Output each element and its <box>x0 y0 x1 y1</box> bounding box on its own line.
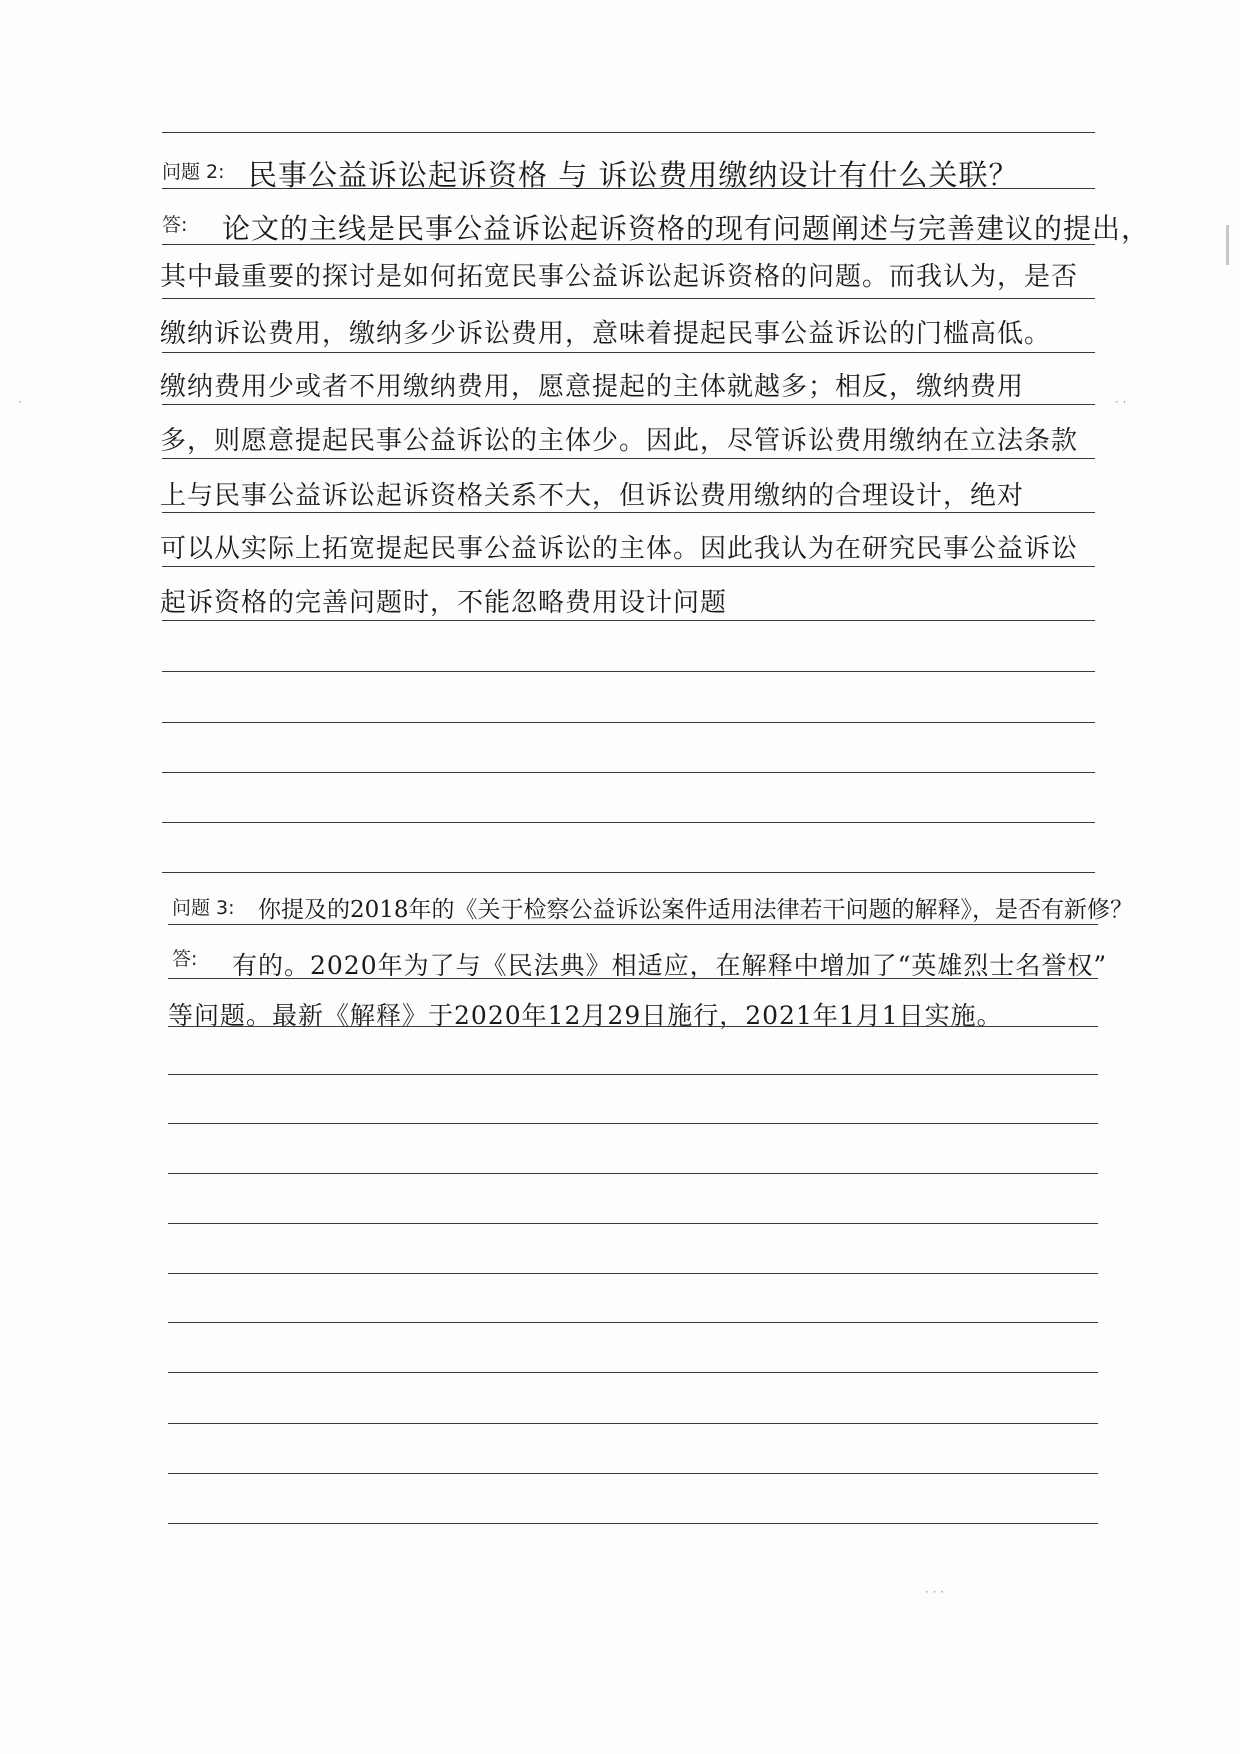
ruled-line <box>162 822 1095 823</box>
ruled-line <box>168 1173 1098 1174</box>
ruled-line <box>168 1372 1098 1373</box>
answer-2-label: 答: <box>162 214 188 236</box>
ruled-line <box>168 1123 1098 1124</box>
scan-speck: · · · <box>925 1585 945 1599</box>
scan-speck: · <box>18 395 22 409</box>
ruled-line <box>168 1273 1098 1274</box>
answer-3-label: 答: <box>172 948 198 970</box>
ruled-line <box>162 132 1095 133</box>
ruled-line <box>162 244 1095 245</box>
answer-2-line-8: 起诉资格的完善问题时，不能忽略费用设计问题 <box>160 588 728 618</box>
ruled-line <box>162 566 1095 567</box>
ruled-line <box>162 298 1095 299</box>
answer-2-line-5: 多，则愿意提起民事公益诉讼的主体少。因此，尽管诉讼费用缴纳在立法条款 <box>160 426 1079 456</box>
ruled-line <box>168 1223 1098 1224</box>
ruled-line <box>162 722 1095 723</box>
ruled-line <box>162 404 1095 405</box>
answer-2-line-2: 其中最重要的探讨是如何拓宽民事公益诉讼起诉资格的问题。而我认为，是否 <box>160 262 1079 292</box>
answer-2-line-4: 缴纳费用少或者不用缴纳费用，愿意提起的主体就越多；相反，缴纳费用 <box>160 372 1025 402</box>
question-2-text: 民事公益诉讼起诉资格 与 诉讼费用缴纳设计有什么关联？ <box>248 158 1019 192</box>
ruled-line <box>168 978 1098 979</box>
answer-3-line-2: 等问题。最新《解释》于2020年12月29日施行，2021年1月1日实施。 <box>168 1001 1003 1030</box>
answer-2-line-1: 论文的主线是民事公益诉讼起诉资格的现有问题阐述与完善建议的提出， <box>222 212 1151 245</box>
answer-2-line-3: 缴纳诉讼费用，缴纳多少诉讼费用，意味着提起民事公益诉讼的门槛高低。 <box>160 319 1052 349</box>
ruled-line <box>162 620 1095 621</box>
ruled-line <box>168 1074 1098 1075</box>
ruled-line <box>162 352 1095 353</box>
ruled-line <box>168 924 1098 925</box>
ruled-line <box>162 458 1095 459</box>
scan-edge-mark <box>1226 225 1229 265</box>
ruled-line <box>168 1473 1098 1474</box>
answer-2-line-7: 可以从实际上拓宽提起民事公益诉讼的主体。因此我认为在研究民事公益诉讼 <box>160 534 1079 564</box>
scan-speck: · · <box>1115 395 1127 409</box>
ruled-line <box>168 1026 1098 1027</box>
ruled-line <box>162 772 1095 773</box>
ruled-line <box>162 188 1095 189</box>
ruled-line <box>162 872 1095 873</box>
question-2-label: 问题 2: <box>162 161 225 183</box>
ruled-line <box>168 1322 1098 1323</box>
answer-2-line-6: 上与民事公益诉讼起诉资格关系不大，但诉讼费用缴纳的合理设计，绝对 <box>160 481 1025 511</box>
ruled-line <box>168 1523 1098 1524</box>
question-3-text: 你提及的2018年的《关于检察公益诉讼案件适用法律若干问题的解释》，是否有新修？ <box>258 897 1134 923</box>
ruled-line <box>162 671 1095 672</box>
question-3-label: 问题 3: <box>172 897 235 919</box>
answer-3-line-1: 有的。2020年为了与《民法典》相适应，在解释中增加了“英雄烈士名誉权” <box>232 951 1108 980</box>
ruled-line <box>168 1423 1098 1424</box>
ruled-line <box>162 512 1095 513</box>
